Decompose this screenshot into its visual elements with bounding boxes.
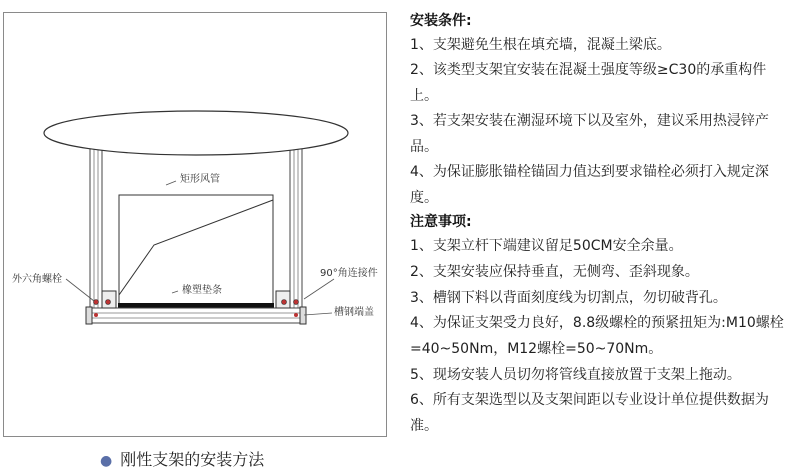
conditions-title: 安装条件: xyxy=(410,13,472,29)
left-upright xyxy=(90,135,102,310)
caption-text: 刚性支架的安装方法 xyxy=(120,450,265,469)
left-end-cap xyxy=(86,307,92,324)
right-upright xyxy=(290,135,302,310)
right-end-cap xyxy=(300,307,306,324)
hex-bolt-label: 外六角螺栓 xyxy=(12,274,62,285)
condition-item: 1、支架避免生根在填充墙，混凝土梁底。 xyxy=(410,37,671,53)
notes-title: 注意事项: xyxy=(410,214,472,230)
channel-cap-label: 槽钢端盖 xyxy=(334,307,374,318)
connector-label: 90°角连接件 xyxy=(320,268,378,279)
rubber-strip xyxy=(118,303,274,308)
bullet-icon: ● xyxy=(100,453,113,469)
note-item: 3、槽钢下料以背面刻度线为切割点，勿切破背孔。 xyxy=(410,290,727,306)
condition-item: 3、若支架安装在潮湿环境下以及室外，建议采用热浸锌产品。 xyxy=(410,113,769,155)
note-item: 5、现场安装人员切勿将管线直接放置于支架上拖动。 xyxy=(410,367,741,383)
note-item: 1、支架立杆下端建议留足50CM安全余量。 xyxy=(410,238,683,254)
note-item: 2、支架安装应保持垂直，无侧弯、歪斜现象。 xyxy=(410,264,699,280)
ceiling-section xyxy=(44,111,348,155)
condition-item: 2、该类型支架宜安装在混凝土强度等级≥C30的承重构件上。 xyxy=(410,62,767,104)
note-item: 6、所有支架选型以及支架间距以专业设计单位提供数据为准。 xyxy=(410,392,769,434)
rubber-strip-label: 橡塑垫条 xyxy=(182,285,222,296)
condition-item: 4、为保证膨胀锚栓锚固力值达到要求锚栓必须打入规定深度。 xyxy=(410,164,769,206)
support-drawing xyxy=(4,13,388,438)
horizontal-channel xyxy=(90,308,302,323)
figure-caption xyxy=(100,450,264,471)
text-panel xyxy=(410,10,786,439)
duct-label: 矩形风管 xyxy=(180,174,220,185)
support-diagram xyxy=(3,12,387,437)
note-item: 4、为保证支架受力良好，8.8级螺栓的预紧扭矩为:M10螺栓=40~50Nm，M12螺栓=50~70Nm。 xyxy=(410,315,784,357)
